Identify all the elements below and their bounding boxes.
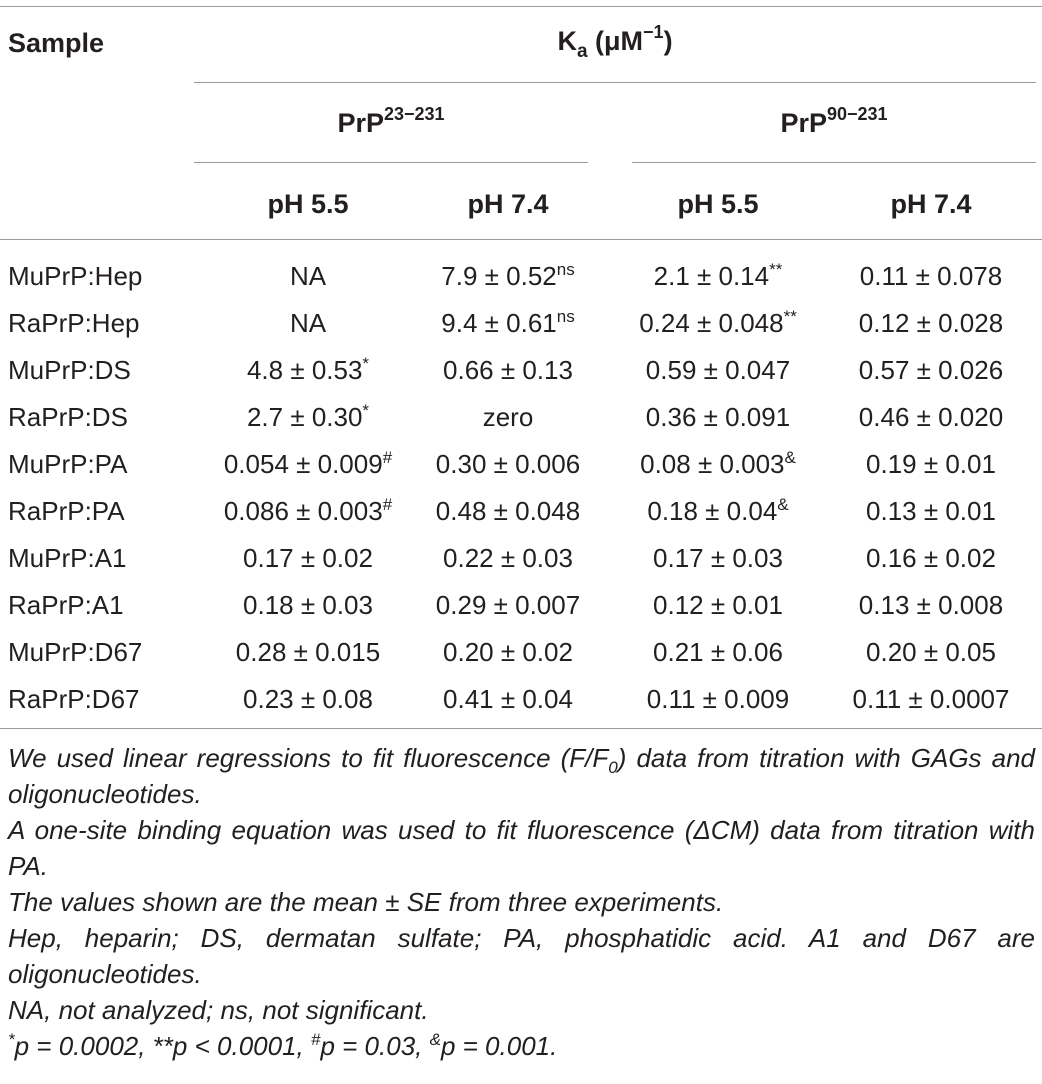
footnote-significance bbox=[8, 1028, 1035, 1064]
table-row bbox=[0, 535, 1042, 582]
significance-marker: * bbox=[362, 401, 370, 420]
ka-value-cell bbox=[396, 488, 620, 535]
significance-marker: ** bbox=[783, 307, 797, 326]
ka-value: 4.8 ± 0.53 bbox=[246, 355, 363, 385]
significance-marker: & bbox=[784, 448, 796, 467]
footnote-text: p = 0.0002, **p < 0.0001, bbox=[14, 1031, 311, 1061]
ka-value-cell bbox=[196, 253, 420, 300]
ka-value-cell bbox=[396, 582, 620, 629]
ka-value: 7.9 ± 0.52 bbox=[441, 261, 557, 291]
ka-symbol: K bbox=[557, 26, 577, 56]
table-row bbox=[0, 394, 1042, 441]
table-bottom-rule bbox=[0, 728, 1042, 729]
group-header-superscript: 23−231 bbox=[383, 104, 445, 124]
ka-value: 0.12 ± 0.028 bbox=[858, 308, 1004, 338]
ka-value-cell bbox=[196, 441, 420, 488]
significance-marker: # bbox=[382, 495, 393, 514]
footnote-symbol: * bbox=[8, 1030, 15, 1049]
ka-value: 0.24 ± 0.048 bbox=[639, 308, 784, 338]
sample-cell: MuPrP:Hep bbox=[8, 261, 143, 291]
ka-value-cell bbox=[196, 394, 420, 441]
sample-cell: RaPrP:PA bbox=[8, 496, 125, 526]
ka-value: 2.7 ± 0.30 bbox=[246, 402, 363, 432]
ka-value: 0.12 ± 0.01 bbox=[653, 590, 783, 620]
significance-marker: & bbox=[777, 495, 789, 514]
ka-value-cell bbox=[606, 629, 830, 676]
ka-value-cell bbox=[396, 535, 620, 582]
table-row bbox=[0, 441, 1042, 488]
ka-value: 0.11 ± 0.078 bbox=[859, 261, 1003, 291]
sample-cell: MuPrP:DS bbox=[8, 355, 131, 385]
ka-value-cell bbox=[606, 535, 830, 582]
table-footnotes bbox=[8, 740, 1035, 1064]
ka-value-cell bbox=[826, 676, 1036, 723]
ka-value-cell bbox=[396, 300, 620, 347]
footnote-text: ) data from titration with GAGs and oligonucleotides. bbox=[8, 743, 1035, 809]
sample-cell: RaPrP:DS bbox=[8, 402, 128, 432]
ka-value-cell bbox=[606, 394, 830, 441]
ka-value-cell bbox=[396, 629, 620, 676]
footnote-abbreviations: Hep, heparin; DS, dermatan sulfate; PA, phosphatidic acid. A1 and D67 are oligonucleotides. bbox=[8, 923, 1035, 989]
ka-value-cell bbox=[826, 347, 1036, 394]
sample-cell: RaPrP:Hep bbox=[8, 308, 140, 338]
ka-value: 0.28 ± 0.015 bbox=[235, 637, 381, 667]
ka-value-cell bbox=[196, 488, 420, 535]
ka-units-close: ) bbox=[663, 26, 673, 56]
ka-value-cell bbox=[606, 676, 830, 723]
group2-underline bbox=[632, 162, 1036, 163]
table-body bbox=[0, 253, 1042, 723]
group1-underline bbox=[194, 162, 588, 163]
group-header-label: PrP bbox=[780, 108, 827, 138]
ka-value: 0.36 ± 0.091 bbox=[645, 402, 791, 432]
sample-cell: MuPrP:A1 bbox=[8, 543, 127, 573]
sample-cell: MuPrP:D67 bbox=[8, 637, 143, 667]
ka-header bbox=[194, 22, 1036, 62]
significance-marker: ns bbox=[556, 260, 575, 279]
ka-value: 0.41 ± 0.04 bbox=[443, 684, 573, 714]
ka-value: 2.1 ± 0.14 bbox=[653, 261, 770, 291]
ka-value-cell bbox=[826, 441, 1036, 488]
table-row bbox=[0, 253, 1042, 300]
ka-value: 0.08 ± 0.003 bbox=[640, 449, 785, 479]
footnote-symbol: & bbox=[429, 1030, 441, 1049]
table-row bbox=[0, 629, 1042, 676]
table-row bbox=[0, 488, 1042, 535]
group-header-superscript: 90−231 bbox=[826, 104, 888, 124]
ka-value: zero bbox=[482, 402, 534, 432]
footnote-binding-equation: A one-site binding equation was used to fit fluorescence (ΔCM) data from titration with PA. bbox=[8, 815, 1035, 881]
ka-value: 0.086 ± 0.003 bbox=[223, 496, 383, 526]
ka-value: 0.66 ± 0.13 bbox=[443, 355, 573, 385]
significance-marker: ** bbox=[769, 260, 783, 279]
ka-value-cell bbox=[396, 441, 620, 488]
significance-marker: ns bbox=[556, 307, 575, 326]
group-header-label: PrP bbox=[337, 108, 384, 138]
ka-value-cell bbox=[196, 347, 420, 394]
footnote-na-ns: NA, not analyzed; ns, not significant. bbox=[8, 995, 429, 1025]
ka-value: 0.17 ± 0.02 bbox=[243, 543, 373, 573]
ka-value: NA bbox=[289, 261, 327, 291]
table-row bbox=[0, 582, 1042, 629]
ka-value: 9.4 ± 0.61 bbox=[441, 308, 557, 338]
ka-value-cell bbox=[606, 347, 830, 394]
group-header-prp-90-231 bbox=[632, 104, 1036, 139]
ka-value: 0.11 ± 0.0007 bbox=[852, 684, 1010, 714]
ka-value-cell bbox=[396, 253, 620, 300]
ka-value-cell bbox=[606, 300, 830, 347]
ph-header-col4: pH 7.4 bbox=[890, 189, 972, 219]
ph-header-col1: pH 5.5 bbox=[267, 189, 349, 219]
ka-value-cell bbox=[396, 676, 620, 723]
ka-value: 0.18 ± 0.03 bbox=[243, 590, 373, 620]
footnote-text: We used linear regressions to fit fluorescence (F/F bbox=[8, 743, 609, 773]
ka-value: 0.30 ± 0.006 bbox=[435, 449, 581, 479]
ka-value-cell bbox=[606, 441, 830, 488]
ka-value-cell bbox=[606, 253, 830, 300]
ka-value-cell bbox=[196, 300, 420, 347]
ka-value: 0.20 ± 0.05 bbox=[866, 637, 996, 667]
ka-value: 0.21 ± 0.06 bbox=[653, 637, 783, 667]
ka-value: 0.11 ± 0.009 bbox=[646, 684, 790, 714]
ka-value: 0.16 ± 0.02 bbox=[866, 543, 996, 573]
sample-cell: RaPrP:A1 bbox=[8, 590, 124, 620]
sample-cell: MuPrP:PA bbox=[8, 449, 128, 479]
table-row bbox=[0, 347, 1042, 394]
ka-subscript: a bbox=[576, 41, 588, 62]
ka-value-cell bbox=[826, 300, 1036, 347]
ka-value-cell bbox=[396, 394, 620, 441]
ka-value-cell bbox=[396, 347, 620, 394]
footnote-text: p = 0.03, bbox=[320, 1031, 430, 1061]
table-row bbox=[0, 300, 1042, 347]
ph-header-col3: pH 5.5 bbox=[677, 189, 759, 219]
sample-cell: RaPrP:D67 bbox=[8, 684, 140, 714]
ka-value-cell bbox=[196, 535, 420, 582]
ka-value: 0.22 ± 0.03 bbox=[443, 543, 573, 573]
ka-value: 0.48 ± 0.048 bbox=[435, 496, 581, 526]
ka-value: 0.18 ± 0.04 bbox=[647, 496, 778, 526]
group-header-prp-23-231 bbox=[194, 104, 588, 139]
ka-value: 0.20 ± 0.02 bbox=[443, 637, 573, 667]
ka-value: 0.17 ± 0.03 bbox=[653, 543, 783, 573]
ka-value: NA bbox=[289, 308, 327, 338]
top-rule bbox=[0, 6, 1042, 7]
ka-value-cell bbox=[826, 629, 1036, 676]
significance-marker: * bbox=[362, 354, 370, 373]
header-bottom-rule bbox=[0, 239, 1042, 240]
ka-value: 0.13 ± 0.01 bbox=[866, 496, 996, 526]
ka-units: (μM bbox=[587, 26, 644, 56]
ka-value: 0.054 ± 0.009 bbox=[223, 449, 383, 479]
ka-value-cell bbox=[826, 582, 1036, 629]
ka-value: 0.19 ± 0.01 bbox=[866, 449, 996, 479]
ka-value: 0.29 ± 0.007 bbox=[435, 590, 581, 620]
table-row bbox=[0, 676, 1042, 723]
ka-value-cell bbox=[826, 535, 1036, 582]
ka-value: 0.13 ± 0.008 bbox=[858, 590, 1004, 620]
ka-value: 0.59 ± 0.047 bbox=[645, 355, 791, 385]
ka-value-cell bbox=[606, 488, 830, 535]
ka-value: 0.23 ± 0.08 bbox=[243, 684, 373, 714]
ka-value-cell bbox=[826, 488, 1036, 535]
ka-value-cell bbox=[826, 253, 1036, 300]
significance-marker: # bbox=[382, 448, 393, 467]
ka-value-cell bbox=[196, 582, 420, 629]
ka-value-cell bbox=[606, 582, 830, 629]
ka-units-exponent: −1 bbox=[643, 22, 664, 42]
footnote-subscript: 0 bbox=[608, 758, 618, 777]
footnote-symbol: # bbox=[310, 1030, 321, 1049]
sample-column-header: Sample bbox=[8, 28, 105, 58]
ka-value-cell bbox=[196, 629, 420, 676]
footnote-values: The values shown are the mean ± SE from three experiments. bbox=[8, 887, 724, 917]
footnote-text: p = 0.001. bbox=[440, 1031, 558, 1061]
ph-header-col2: pH 7.4 bbox=[467, 189, 549, 219]
ka-value-cell bbox=[826, 394, 1036, 441]
ka-value: 0.57 ± 0.026 bbox=[858, 355, 1004, 385]
ka-underline bbox=[194, 82, 1036, 83]
ka-value: 0.46 ± 0.020 bbox=[858, 402, 1004, 432]
ka-value-cell bbox=[196, 676, 420, 723]
footnote-fitting-method bbox=[8, 740, 1035, 812]
